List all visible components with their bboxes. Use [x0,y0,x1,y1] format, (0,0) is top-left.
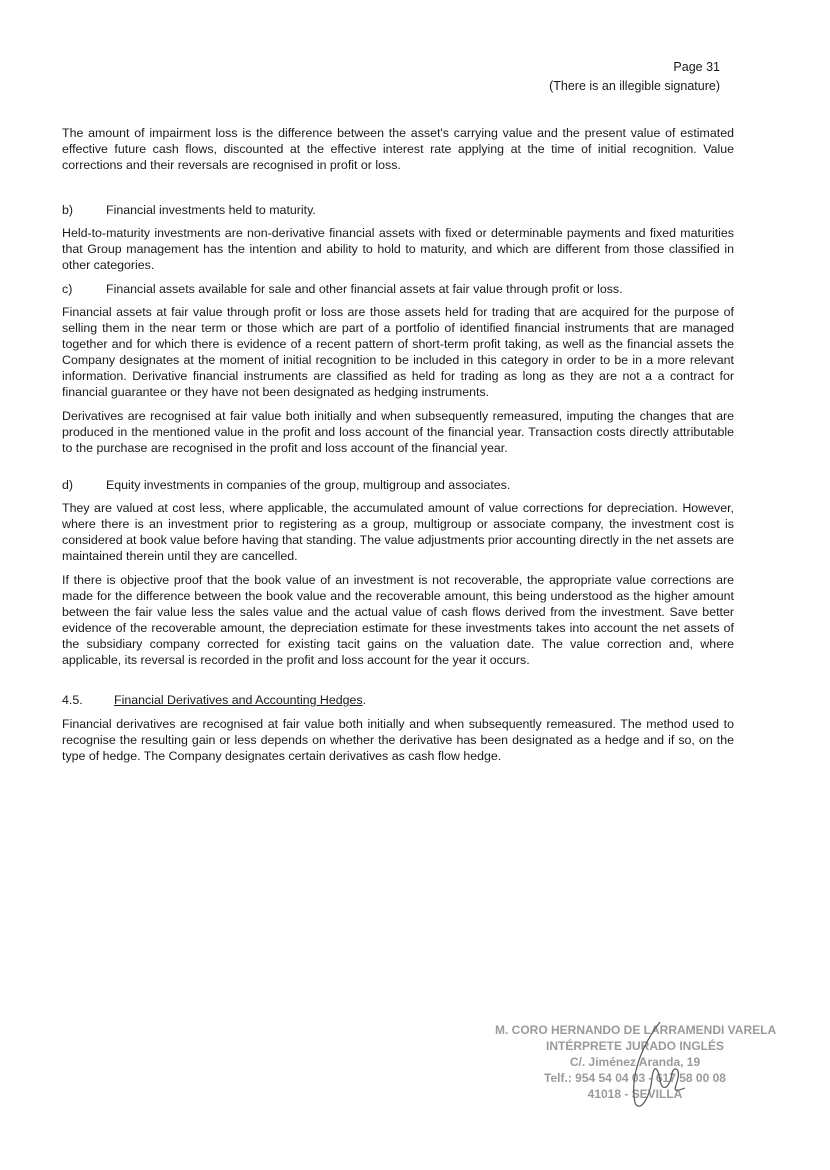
item-text: Financial investments held to maturity. [106,203,316,217]
item-d [62,477,734,493]
stamp-role: INTÉRPRETE JURADO INGLÉS [545,1039,725,1053]
signature-note: (There is an illegible signature) [549,79,720,93]
paragraph-impairment: The amount of impairment loss is the difference between the asset's carrying value and the present value of estimated effective future cash flows, discounted at the effective interest rate applying at the time of initial recognition. Value corrections and their reversals are recognised in profit or loss. [62,126,734,172]
page-number: Page 31 [673,60,720,74]
paragraph-impairment-investments: If there is objective proof that the book value of an investment is not recoverable, the appropriate value corrections are made for the difference between the book value and the recoverable amount, this being understood as the higher amount between the fair value less the sales value and the actual value of cash flows derived from the investment. Save better evidence of the recoverable amount, the depreciation estimate for these investments takes into account the net assets of the subsidiary company corrected for existing tacit gains on the valuation date. The value correction and, where applicable, its reversal is recorded in the profit and loss account for the year it occurs. [62,573,734,667]
item-label: b) [62,203,74,217]
item-c [62,281,734,297]
stamp-address: C/. Jiménez Aranda, 19 [569,1055,701,1069]
stamp-phone: Telf.: 954 54 04 03 - 617 58 00 08 [544,1071,726,1085]
section-end: . [362,693,367,707]
document-body [62,125,734,772]
section-number: 4.5. [62,693,83,707]
paragraph-equity-valuation: They are valued at cost less, where applicable, the accumulated amount of value corrections for depreciation. However, where there is an investment prior to registering as a group, multigroup or associate company, the investment cost is considered at book value before having that standing. The value adjustments prior accounting directly in the net assets are maintained therein until they are cancelled. [62,501,734,563]
paragraph-derivatives: Derivatives are recognised at fair value both initially and when subsequently remeasured, imputing the changes that are produced in the mentioned value in the profit and loss account of the financial year. Transaction costs directly attributable to the purchase are recognised in the profit and loss account of the financial year. [62,409,734,455]
section-title: Financial Derivatives and Accounting Hedges [114,693,363,707]
handwritten-signature-icon [600,1018,690,1113]
item-b [62,202,734,218]
paragraph-financial-derivatives: Financial derivatives are recognised at fair value both initially and when subsequently remeasured. The method used to recognise the resulting gain or less depends on whether the derivative has been designated as a hedge and if so, on the type of hedge. The Company designates certain derivatives as cash flow hedge. [62,717,734,763]
item-text: Equity investments in companies of the group, multigroup and associates. [106,478,511,492]
paragraph-fair-value: Financial assets at fair value through profit or loss are those assets held for trading that are acquired for the purpose of selling them in the near term or those which are part of a portfolio of identified financial instruments that are managed together and for which there is evidence of a recent pattern of short-term profit taking, as well as the financial assets the Company designates at the moment of initial recognition to be included in this category in order to be in a more relevant information. Derivative financial instruments are classified as held for trading as long as they are not a a contract for financial guarantee or they have not been designated as hedging instruments. [62,305,734,399]
section-heading [62,692,734,708]
item-label: d) [62,478,74,492]
item-label: c) [62,282,73,296]
item-text: Financial assets available for sale and other financial assets at fair value through profit or loss. [106,282,623,296]
stamp-city: 41018 - SEVILLA [587,1087,683,1101]
stamp-name: M. CORO HERNANDO DE LARRAMENDI VARELA [495,1023,777,1037]
paragraph-held-to-maturity: Held-to-maturity investments are non-derivative financial assets with fixed or determinable payments and fixed maturities that Group management has the intention and ability to hold to maturity, and which are different from those classified in other categories. [62,226,734,272]
